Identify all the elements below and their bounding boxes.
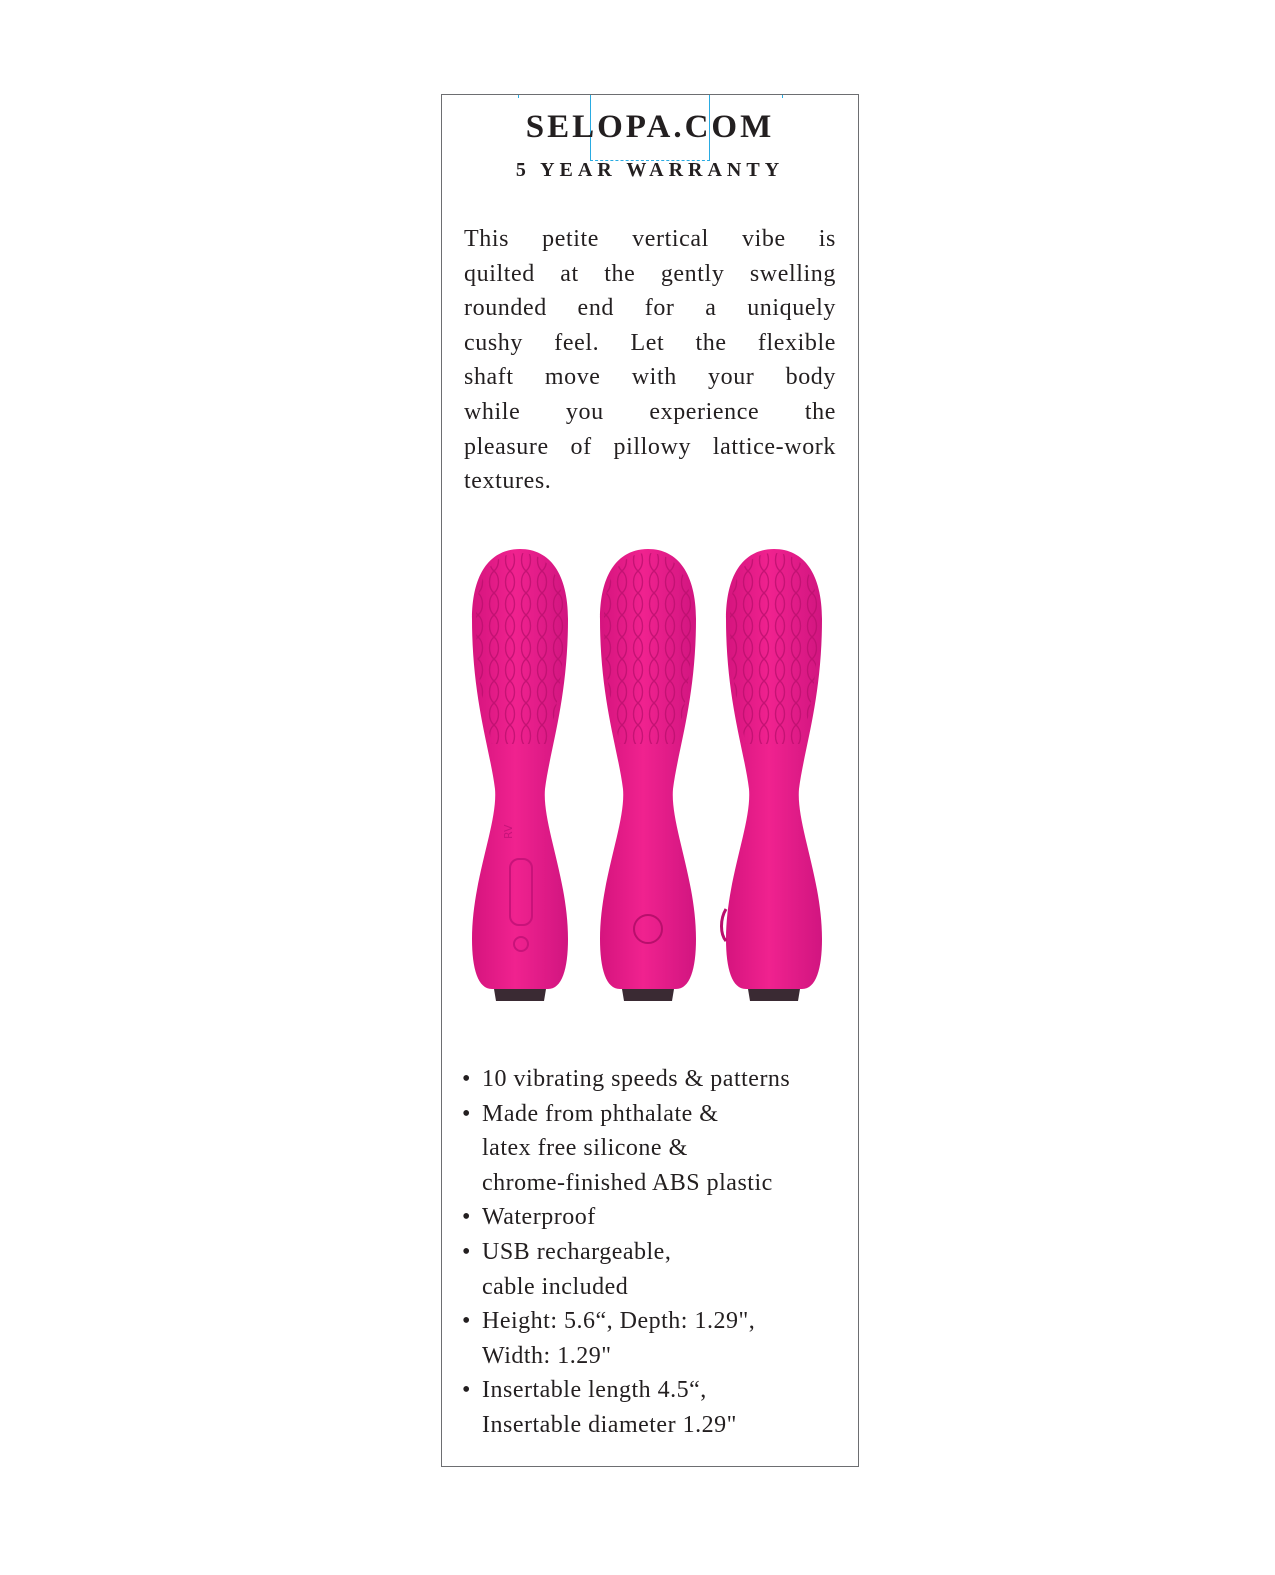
feature-item [462, 1200, 852, 1235]
bullet: • [462, 1377, 471, 1404]
product-side-view [472, 549, 568, 1001]
feature-line: 10 vibrating speeds & patterns [482, 1066, 791, 1092]
bullet: • [462, 1238, 471, 1265]
feature-line: latex free silicone & [482, 1135, 688, 1162]
bullet: • [462, 1204, 471, 1231]
packaging-panel [441, 94, 859, 1467]
brand-website: SELOPA.COM [525, 109, 775, 145]
product-description [464, 222, 836, 499]
bullet: • [462, 1308, 471, 1335]
feature-item [462, 1235, 852, 1304]
svg-text:RV: RV [502, 824, 515, 839]
product-back-view [722, 549, 823, 1001]
feature-line: Width: 1.29" [482, 1342, 612, 1369]
description-line: textures. [464, 468, 552, 495]
description-line: while you experience the [464, 398, 836, 425]
bullet: • [462, 1066, 471, 1092]
feature-line: Made from phthalate & [482, 1100, 719, 1127]
product-images [470, 549, 842, 1009]
crop-guide-mark [518, 95, 519, 98]
feature-line: Insertable length 4.5“, [482, 1377, 707, 1404]
bullet: • [462, 1100, 471, 1127]
feature-item [462, 1062, 852, 1097]
warranty-label: 5 YEAR WARRANTY [515, 159, 785, 181]
feature-line: Insertable diameter 1.29" [482, 1411, 737, 1438]
description-line: shaft move with your body [464, 364, 836, 391]
description-line: cushy feel. Let the flexible [464, 329, 836, 356]
description-line: rounded end for a uniquely [464, 295, 836, 322]
description-line: quilted at the gently swelling [464, 260, 836, 287]
description-line: This petite vertical vibe is [464, 226, 836, 252]
feature-item [462, 1097, 852, 1201]
description-line: pleasure of pillowy lattice-work [464, 433, 836, 460]
feature-item [462, 1304, 852, 1373]
feature-line: Height: 5.6“, Depth: 1.29", [482, 1308, 756, 1335]
feature-line: Waterproof [482, 1204, 596, 1231]
feature-line: chrome-finished ABS plastic [482, 1169, 773, 1196]
feature-item [462, 1373, 852, 1442]
product-front-view [600, 549, 696, 1001]
crop-guide-mark [782, 95, 783, 98]
feature-list [462, 1062, 852, 1443]
feature-line: cable included [482, 1273, 629, 1300]
feature-line: USB rechargeable, [482, 1238, 672, 1265]
